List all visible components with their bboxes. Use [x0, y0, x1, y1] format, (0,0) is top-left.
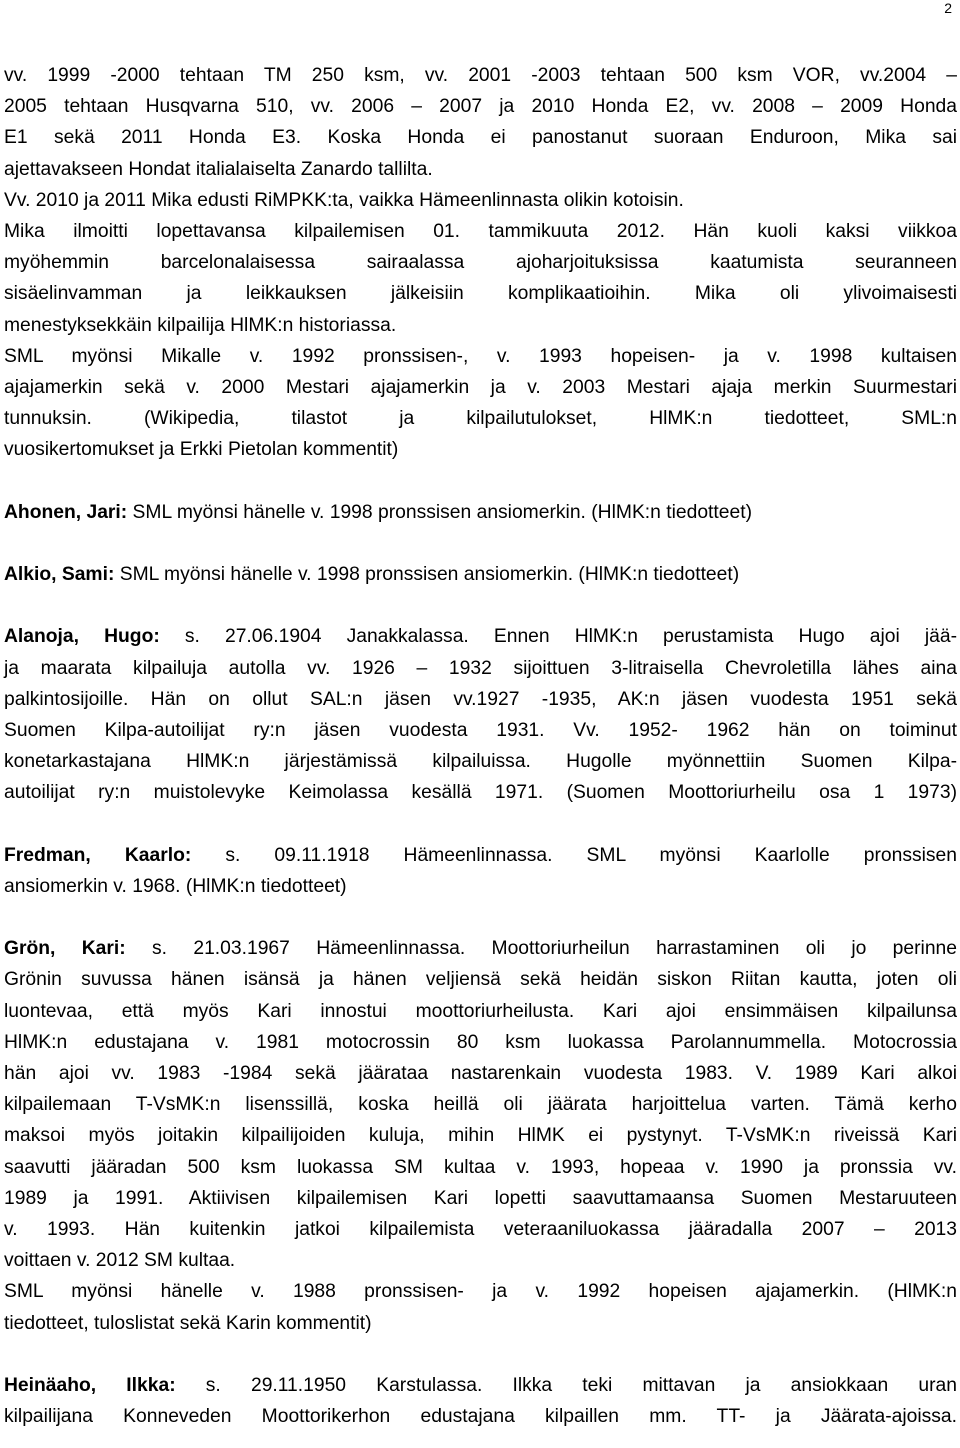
line-text: myöhemmin barcelonalaisessa sairaalassa ajoharjoituksissa kaatumista seuranneen: [4, 252, 957, 274]
line-text: HlMK:n edustajana v. 1981 motocrossin 80 ksm luokassa Parolannummella. Motocrossia: [4, 1031, 957, 1053]
text-line: [4, 1308, 957, 1339]
person-name: Grön, Kari:: [4, 938, 126, 960]
text-line: [4, 372, 957, 403]
paragraph-gap: [4, 528, 957, 559]
text-line: [4, 60, 957, 91]
person-entry: [4, 1370, 957, 1432]
line-text: E1 sekä 2011 Honda E3. Koska Honda ei panostanut suoraan Enduroon, Mika sai: [4, 127, 957, 149]
text-line: [4, 1089, 957, 1120]
text-line: [4, 434, 957, 465]
line-text: s. 29.11.1950 Karstulassa. Ilkka teki mittavan ja ansiokkaan uran: [175, 1374, 957, 1396]
line-text: tiedotteet, tuloslistat sekä Karin kommentit): [4, 1312, 372, 1334]
text-line: [4, 497, 957, 528]
text-line: [4, 871, 957, 902]
person-name: Alkio, Sami:: [4, 564, 115, 585]
person-name: Ahonen, Jari:: [4, 501, 128, 523]
line-text: ja maarata kilpailuja autolla vv. 1926 – 1932 sijoittuen 3-litraisella Chevroletilla lähes aina: [4, 657, 957, 679]
text-line: [4, 964, 957, 995]
line-text: menestyksekkäin kilpailija HlMK:n historiassa.: [4, 314, 397, 336]
paragraph-gap: [4, 465, 957, 496]
text-line: [4, 1245, 957, 1276]
line-text: luontevaa, että myös Kari innostui moottoriurheilusta. Kari ajoi ensimmäisen kilpailunsa: [4, 1000, 957, 1022]
text-line: [4, 715, 957, 746]
text-line: [4, 684, 957, 715]
line-text: tunnuksin. (Wikipedia, tilastot ja kilpailutulokset, HlMK:n tiedotteet, SML:n: [4, 408, 957, 430]
text-line: [4, 996, 957, 1027]
text-line: [4, 91, 957, 122]
text-line: [4, 840, 957, 871]
text-line: [4, 310, 957, 341]
line-text: ajajamerkin sekä v. 2000 Mestari ajajamerkin ja v. 2003 Mestari ajaja merkin Suurmestari: [4, 376, 957, 398]
line-text: s. 21.03.1967 Hämeenlinnassa. Moottoriurheilun harrastaminen oli jo perinne: [125, 938, 958, 960]
line-text: autoilijat ry:n muistolevyke Keimolassa kesällä 1971. (Suomen Moottoriurheilu osa 1 1973): [4, 782, 957, 804]
text-line: [4, 278, 957, 309]
text-line: [4, 122, 957, 153]
line-text: Grönin suvussa hänen isänsä ja hänen veljiensä sekä heidän siskon Riitan kautta, joten oli: [4, 969, 957, 991]
text-line: [4, 403, 957, 434]
document-body: [4, 60, 957, 1432]
text-line: [4, 185, 957, 216]
line-text: hän ajoi vv. 1983 -1984 sekä jäärataa nastarenkain vuodesta 1983. V. 1989 Kari alkoi: [4, 1063, 957, 1084]
line-text: SML myönsi hänelle v. 1998 pronssisen ansiomerkin. (HlMK:n tiedotteet): [114, 564, 740, 585]
text-line: [4, 621, 957, 652]
text-line: [4, 216, 957, 247]
person-entry: [4, 621, 957, 808]
page-number: 2: [944, 0, 952, 16]
line-text: voittaen v. 2012 SM kultaa.: [4, 1250, 236, 1272]
line-text: s. 27.06.1904 Janakkalassa. Ennen HlMK:n perustamista Hugo ajoi jää-: [159, 626, 957, 648]
person-name: Alanoja, Hugo:: [4, 626, 160, 648]
text-line: [4, 1152, 957, 1183]
text-line: [4, 341, 957, 372]
line-text: Suomen Kilpa-autoilijat ry:n jäsen vuodesta 1931. Vv. 1952- 1962 hän on toiminut: [4, 719, 957, 741]
person-entry: [4, 559, 957, 590]
text-line: [4, 653, 957, 684]
text-line: [4, 1214, 957, 1245]
line-text: kilpailemaan T-VsMK:n lisenssillä, koska heillä oli jäärata harjoittelua varten. Tämä kerho: [4, 1094, 957, 1116]
paragraph-gap: [4, 1339, 957, 1370]
line-text: vv. 1999 -2000 tehtaan TM 250 ksm, vv. 2001 -2003 tehtaan 500 ksm VOR, vv.2004 –: [4, 65, 957, 86]
text-line: [4, 1120, 957, 1151]
person-entry: [4, 497, 957, 528]
text-line: [4, 777, 957, 808]
line-text: maksoi myös joitakin kilpailijoiden kuluja, mihin HlMK ei pystynyt. T-VsMK:n riveissä Kari: [4, 1125, 957, 1147]
line-text: SML myönsi hänelle v. 1998 pronssisen ansiomerkin. (HlMK:n tiedotteet): [127, 501, 752, 523]
text-line: [4, 746, 957, 777]
person-name: Heinäaho, Ilkka:: [4, 1374, 176, 1396]
line-text: palkintosijoille. Hän on ollut SAL:n jäsen vv.1927 -1935, AK:n jäsen vuodesta 1951 sekä: [4, 688, 957, 710]
line-text: vuosikertomukset ja Erkki Pietolan kommentit): [4, 439, 399, 461]
intro-paragraph: [4, 60, 957, 465]
paragraph-gap: [4, 590, 957, 621]
line-text: sisäelinvamman ja leikkauksen jälkeisiin komplikaatioihin. Mika oli ylivoimaisesti: [4, 283, 957, 305]
text-line: [4, 1401, 957, 1432]
line-text: saavutti jääradan 500 ksm luokassa SM kultaa v. 1993, hopeaa v. 1990 ja pronssia vv.: [4, 1156, 957, 1178]
line-text: 1989 ja 1991. Aktiivisen kilpailemisen Kari lopetti saavuttamaansa Suomen Mestaruuteen: [4, 1187, 957, 1209]
line-text: konetarkastajana HlMK:n järjestämissä kilpailuissa. Hugolle myönnettiin Suomen Kilpa-: [4, 751, 957, 773]
line-text: v. 1993. Hän kuitenkin jatkoi kilpailemista veteraaniluokassa jääradalla 2007 – 2013: [4, 1218, 957, 1240]
line-text: s. 09.11.1918 Hämeenlinnassa. SML myönsi Kaarlolle pronssisen: [191, 844, 957, 866]
line-text: ajettavakseen Hondat italialaiselta Zanardo tallilta.: [4, 158, 433, 180]
line-text: 2005 tehtaan Husqvarna 510, vv. 2006 – 2007 ja 2010 Honda E2, vv. 2008 – 2009 Honda: [4, 96, 957, 118]
text-line: [4, 1058, 957, 1089]
line-text: kilpailijana Konneveden Moottorikerhon edustajana kilpaillen mm. TT- ja Jäärata-ajoissa.: [4, 1406, 957, 1428]
line-text: Mika ilmoitti lopettavansa kilpailemisen 01. tammikuuta 2012. Hän kuoli kaksi viikkoa: [4, 220, 957, 242]
text-line: [4, 933, 957, 964]
line-text: Vv. 2010 ja 2011 Mika edusti RiMPKK:ta, vaikka Hämeenlinnasta olikin kotoisin.: [4, 189, 684, 211]
paragraph-gap: [4, 902, 957, 933]
person-entry: [4, 933, 957, 1338]
text-line: [4, 154, 957, 185]
text-line: [4, 559, 957, 590]
person-name: Fredman, Kaarlo:: [4, 844, 192, 866]
line-text: SML myönsi Mikalle v. 1992 pronssisen-, v. 1993 hopeisen- ja v. 1998 kultaisen: [4, 345, 957, 367]
text-line: [4, 1027, 957, 1058]
text-line: [4, 1183, 957, 1214]
text-line: [4, 1276, 957, 1307]
line-text: SML myönsi hänelle v. 1988 pronssisen- ja v. 1992 hopeisen ajajamerkin. (HlMK:n: [4, 1281, 957, 1303]
text-line: [4, 247, 957, 278]
paragraph-gap: [4, 809, 957, 840]
person-entry: [4, 840, 957, 902]
text-line: [4, 1370, 957, 1401]
line-text: ansiomerkin v. 1968. (HlMK:n tiedotteet): [4, 875, 347, 897]
